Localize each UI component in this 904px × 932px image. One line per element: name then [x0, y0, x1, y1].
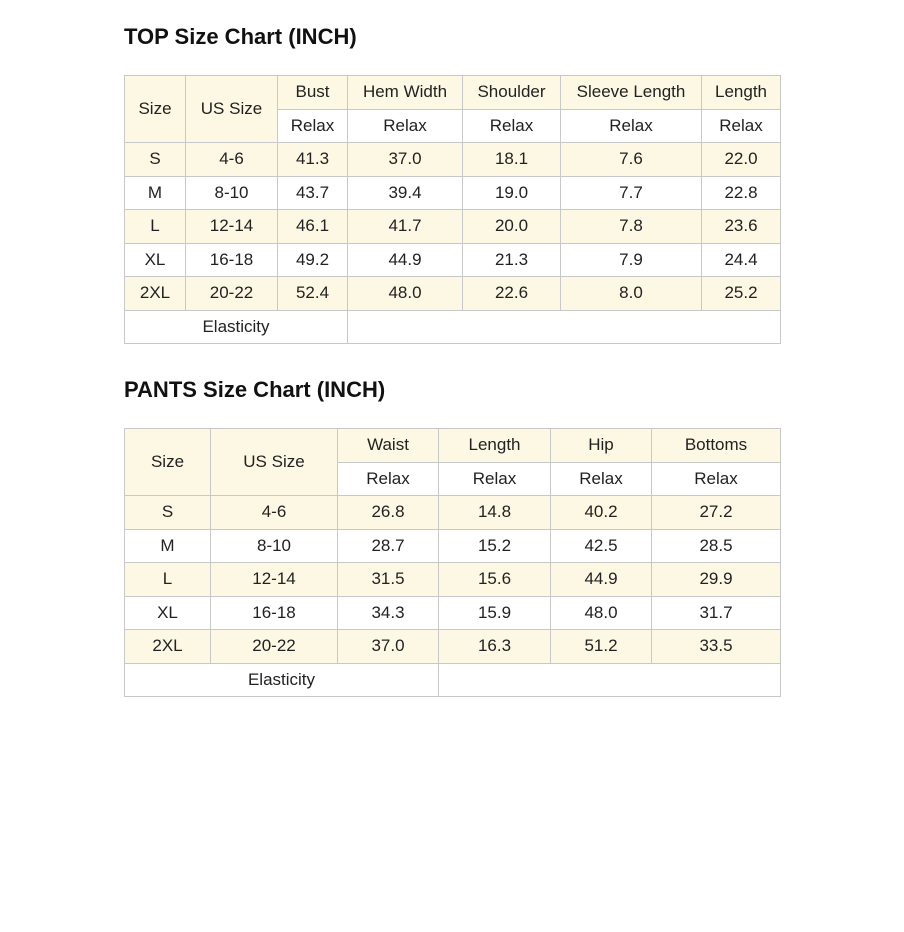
pants-size-table [124, 428, 781, 697]
table-cell: 22.8 [702, 176, 781, 210]
table-row [125, 596, 781, 630]
table-cell: L [125, 563, 211, 597]
table-cell: 16-18 [211, 596, 338, 630]
table-cell: 41.7 [348, 210, 463, 244]
table-cell: 7.6 [561, 143, 702, 177]
fit-subheader: Relax [463, 109, 561, 143]
table-cell: 15.6 [439, 563, 551, 597]
elasticity-value [348, 310, 781, 344]
fit-subheader: Relax [439, 462, 551, 496]
table-cell: 44.9 [551, 563, 652, 597]
table-row [125, 277, 781, 311]
table-cell: 2XL [125, 277, 186, 311]
fit-subheader: Relax [652, 462, 781, 496]
table-cell: 27.2 [652, 496, 781, 530]
table-cell: 20-22 [186, 277, 278, 311]
table-cell: 51.2 [551, 630, 652, 664]
table-header-row [125, 429, 781, 463]
table-cell: 42.5 [551, 529, 652, 563]
us-size-header: US Size [186, 76, 278, 143]
table-cell: 48.0 [551, 596, 652, 630]
length-header: Length [702, 76, 781, 110]
table-row [125, 243, 781, 277]
hem-width-header: Hem Width [348, 76, 463, 110]
table-cell: 37.0 [348, 143, 463, 177]
fit-subheader: Relax [561, 109, 702, 143]
table-row [125, 529, 781, 563]
bottoms-header: Bottoms [652, 429, 781, 463]
pants-size-chart-title: PANTS Size Chart (INCH) [124, 377, 386, 402]
elasticity-label: Elasticity [125, 663, 439, 697]
table-row [125, 210, 781, 244]
table-cell: L [125, 210, 186, 244]
table-cell: 16.3 [439, 630, 551, 664]
table-row [125, 143, 781, 177]
table-cell: 7.7 [561, 176, 702, 210]
table-cell: 25.2 [702, 277, 781, 311]
table-cell: 48.0 [348, 277, 463, 311]
table-cell: 14.8 [439, 496, 551, 530]
table-cell: 4-6 [211, 496, 338, 530]
table-row [125, 630, 781, 664]
table-cell: 20-22 [211, 630, 338, 664]
table-cell: 16-18 [186, 243, 278, 277]
table-cell: 28.7 [338, 529, 439, 563]
length-header: Length [439, 429, 551, 463]
shoulder-header: Shoulder [463, 76, 561, 110]
table-cell: 26.8 [338, 496, 439, 530]
waist-header: Waist [338, 429, 439, 463]
table-cell: 37.0 [338, 630, 439, 664]
table-cell: 31.7 [652, 596, 781, 630]
table-cell: M [125, 176, 186, 210]
top-size-table [124, 75, 781, 344]
table-cell: 31.5 [338, 563, 439, 597]
table-cell: 7.9 [561, 243, 702, 277]
fit-subheader: Relax [702, 109, 781, 143]
table-cell: 23.6 [702, 210, 781, 244]
table-cell: 52.4 [278, 277, 348, 311]
table-cell: 8-10 [186, 176, 278, 210]
fit-subheader: Relax [278, 109, 348, 143]
table-cell: 46.1 [278, 210, 348, 244]
table-row [125, 176, 781, 210]
sleeve-length-header: Sleeve Length [561, 76, 702, 110]
table-cell: 44.9 [348, 243, 463, 277]
fit-subheader: Relax [338, 462, 439, 496]
elasticity-label: Elasticity [125, 310, 348, 344]
table-cell: 8.0 [561, 277, 702, 311]
table-cell: 4-6 [186, 143, 278, 177]
fit-subheader: Relax [348, 109, 463, 143]
table-cell: 19.0 [463, 176, 561, 210]
table-cell: 34.3 [338, 596, 439, 630]
fit-subheader: Relax [551, 462, 652, 496]
size-header: Size [125, 429, 211, 496]
table-cell: 22.0 [702, 143, 781, 177]
table-cell: 2XL [125, 630, 211, 664]
table-cell: 24.4 [702, 243, 781, 277]
table-cell: 29.9 [652, 563, 781, 597]
table-row [125, 563, 781, 597]
table-cell: 39.4 [348, 176, 463, 210]
table-row [125, 496, 781, 530]
table-cell: 22.6 [463, 277, 561, 311]
table-cell: M [125, 529, 211, 563]
table-cell: 12-14 [186, 210, 278, 244]
table-cell: 40.2 [551, 496, 652, 530]
table-cell: 33.5 [652, 630, 781, 664]
hip-header: Hip [551, 429, 652, 463]
table-cell: 18.1 [463, 143, 561, 177]
table-cell: 28.5 [652, 529, 781, 563]
table-cell: 49.2 [278, 243, 348, 277]
table-cell: 7.8 [561, 210, 702, 244]
table-cell: S [125, 496, 211, 530]
table-cell: XL [125, 596, 211, 630]
elasticity-value [439, 663, 781, 697]
table-cell: 8-10 [211, 529, 338, 563]
size-header: Size [125, 76, 186, 143]
table-cell: 15.2 [439, 529, 551, 563]
table-cell: 43.7 [278, 176, 348, 210]
top-size-chart-title: TOP Size Chart (INCH) [124, 24, 357, 49]
elasticity-row [125, 663, 781, 697]
table-cell: 21.3 [463, 243, 561, 277]
us-size-header: US Size [211, 429, 338, 496]
elasticity-row [125, 310, 781, 344]
table-cell: XL [125, 243, 186, 277]
table-cell: S [125, 143, 186, 177]
table-cell: 20.0 [463, 210, 561, 244]
table-header-row [125, 76, 781, 110]
table-cell: 41.3 [278, 143, 348, 177]
table-cell: 12-14 [211, 563, 338, 597]
bust-header: Bust [278, 76, 348, 110]
table-cell: 15.9 [439, 596, 551, 630]
